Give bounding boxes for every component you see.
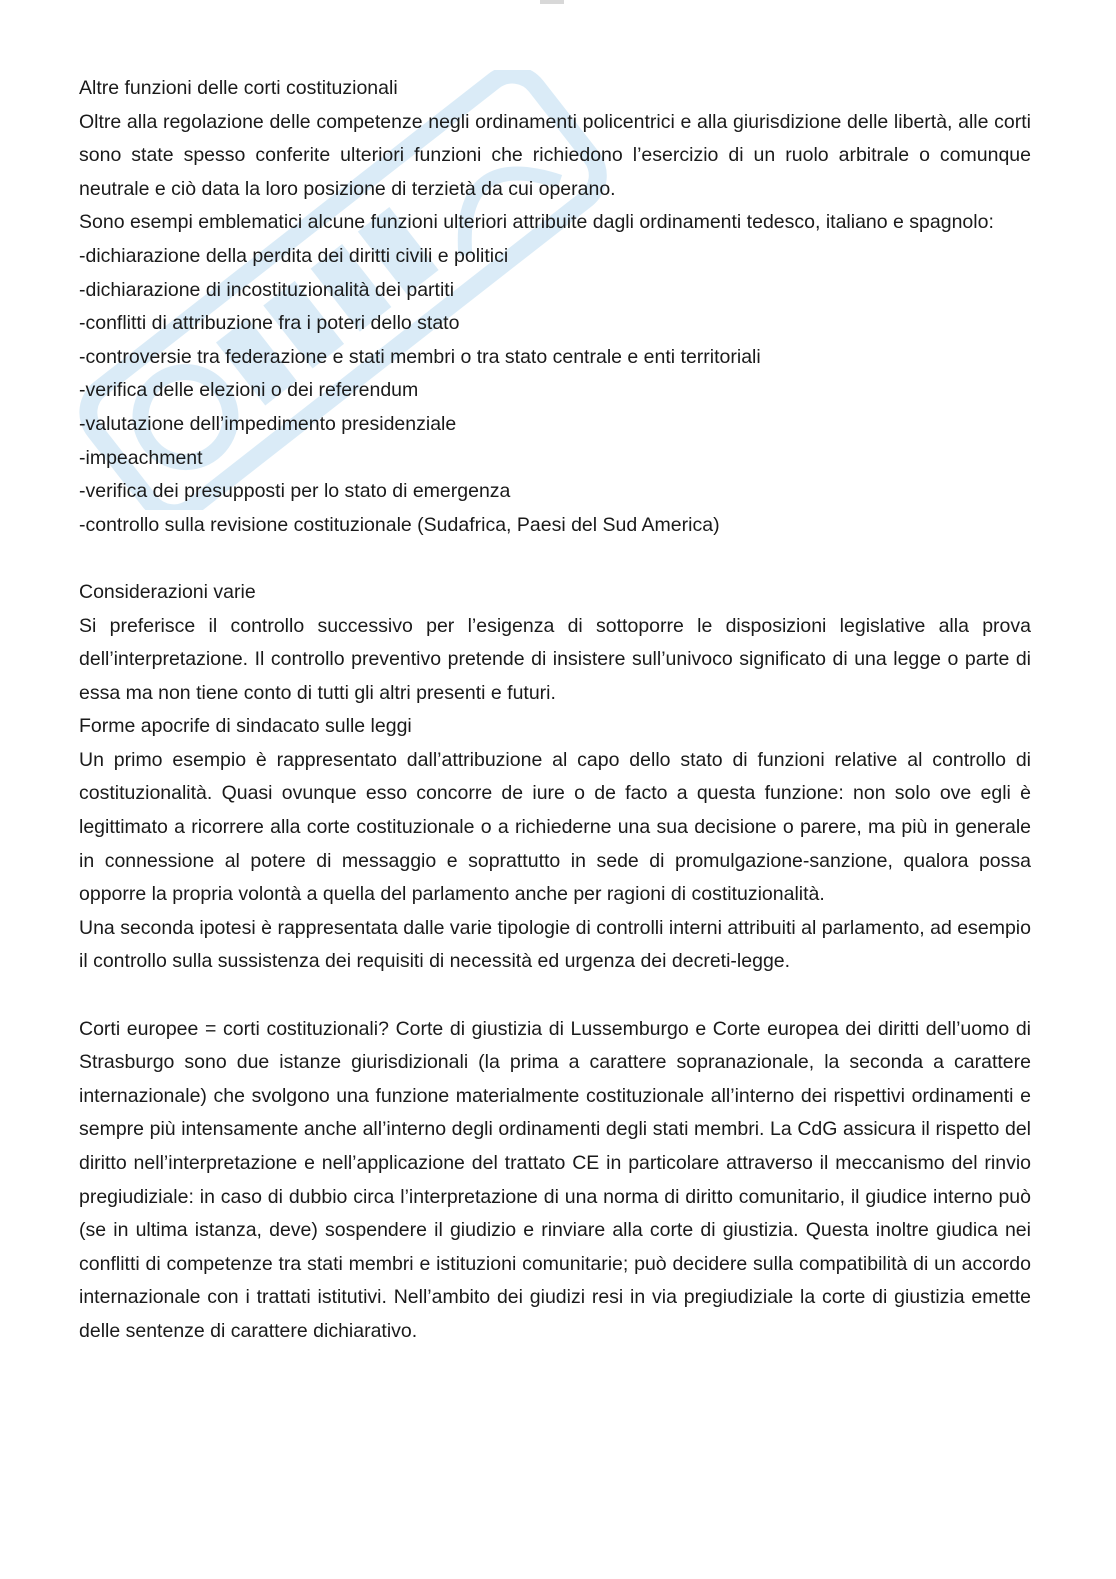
list-item: -impeachment bbox=[79, 446, 203, 469]
spacer bbox=[79, 542, 1031, 576]
list-item: -controllo sulla revisione costituzionale (Sudafrica, Paesi del Sud America) bbox=[79, 513, 720, 536]
section-title-considerazioni: Considerazioni varie bbox=[79, 580, 256, 603]
functions-list bbox=[79, 240, 1031, 542]
page-top-mark bbox=[540, 0, 564, 4]
list-item: -controversie tra federazione e stati membri o tra stato centrale e enti territoriali bbox=[79, 345, 761, 368]
section-title-altre-funzioni: Altre funzioni delle corti costituzionali bbox=[79, 77, 398, 99]
list-item: -valutazione dell’impedimento presidenziale bbox=[79, 412, 457, 435]
paragraph: Una seconda ipotesi è rappresentata dalle varie tipologie di controlli interni attribuiti al parlamento, ad esempio il controllo sulla sussistenza dei requisiti di necessità ed urgenza dei decreti-legge. bbox=[79, 916, 1031, 973]
paragraph: Sono esempi emblematici alcune funzioni ulteriori attribuite dagli ordinamenti tedesco, italiano e spagnolo: bbox=[79, 211, 994, 234]
list-item: -conflitti di attribuzione fra i poteri dello stato bbox=[79, 312, 460, 335]
list-item: -dichiarazione di incostituzionalità dei partiti bbox=[79, 278, 455, 301]
paragraph: Oltre alla regolazione delle competenze negli ordinamenti policentrici e alla giurisdizione delle libertà, alle corti sono state spesso conferite ulteriori funzioni che richiedono l’esercizio di un ruolo arbitrale o comunque neutrale e ciò data la loro posizione di terzietà da cui operano. bbox=[79, 110, 1031, 200]
paragraph: Un primo esempio è rappresentato dall’attribuzione al capo dello stato di funzioni relative al controllo di costituzionalità. Quasi ovunque esso concorre de iure o de facto a questa funzione: non solo ove egli è legittimato a ricorrere alla corte costituzionale o a richiederne una sua decisione o parere, ma più in generale in connessione al potere di messaggio e soprattutto in sede di promulgazione-sanzione, qualora possa opporre la propria volontà a quella del parlamento anche per ragioni di costituzionalità. bbox=[79, 748, 1031, 906]
document-body bbox=[79, 72, 1031, 1349]
section-title-forme-apocrife: Forme apocrife di sindacato sulle leggi bbox=[79, 715, 412, 738]
list-item: -dichiarazione della perdita dei diritti civili e politici bbox=[79, 244, 509, 267]
paragraph-corti-europee: Corti europee = corti costituzionali? Corte di giustizia di Lussemburgo e Corte europea dei diritti dell’uomo di Strasburgo sono due istanze giurisdizionali (la prima a carattere sopranazionale, la seconda a carattere internazionale) che svolgono una funzione materialmente costituzionale all’interno dei rispettivi ordinamenti e sempre più intensamente anche all’interno degli ordinamenti degli stati membri. La CdG assicura il rispetto del diritto nell’interpretazione e nell’applicazione del trattato CE in particolare attraverso il meccanismo del rinvio pregiudiziale: in caso di dubbio circa l’interpretazione di una norma di diritto comunitario, il giudice interno può (se in ultima istanza, deve) sospendere il giudizio e rinviare alla corte di giustizia. Questa inoltre giudica nei conflitti di competenze tra stati membri e istituzioni comunitarie; può decidere sulla compatibilità di un accordo internazionale con i trattati istitutivi. Nell’ambito dei giudizi resi in via pregiudiziale la corte di giustizia emette delle sentenze di carattere dichiarativo. bbox=[79, 1017, 1031, 1342]
paragraph: Si preferisce il controllo successivo per l’esigenza di sottoporre le disposizioni legislative alla prova dell’interpretazione. Il controllo preventivo pretende di insistere sull’univoco significato di una legge o parte di essa ma non tiene conto di tutti gli altri presenti e futuri. bbox=[79, 614, 1031, 704]
spacer bbox=[79, 979, 1031, 1013]
list-item: -verifica delle elezioni o dei referendum bbox=[79, 379, 419, 402]
list-item: -verifica dei presupposti per lo stato di emergenza bbox=[79, 480, 511, 503]
